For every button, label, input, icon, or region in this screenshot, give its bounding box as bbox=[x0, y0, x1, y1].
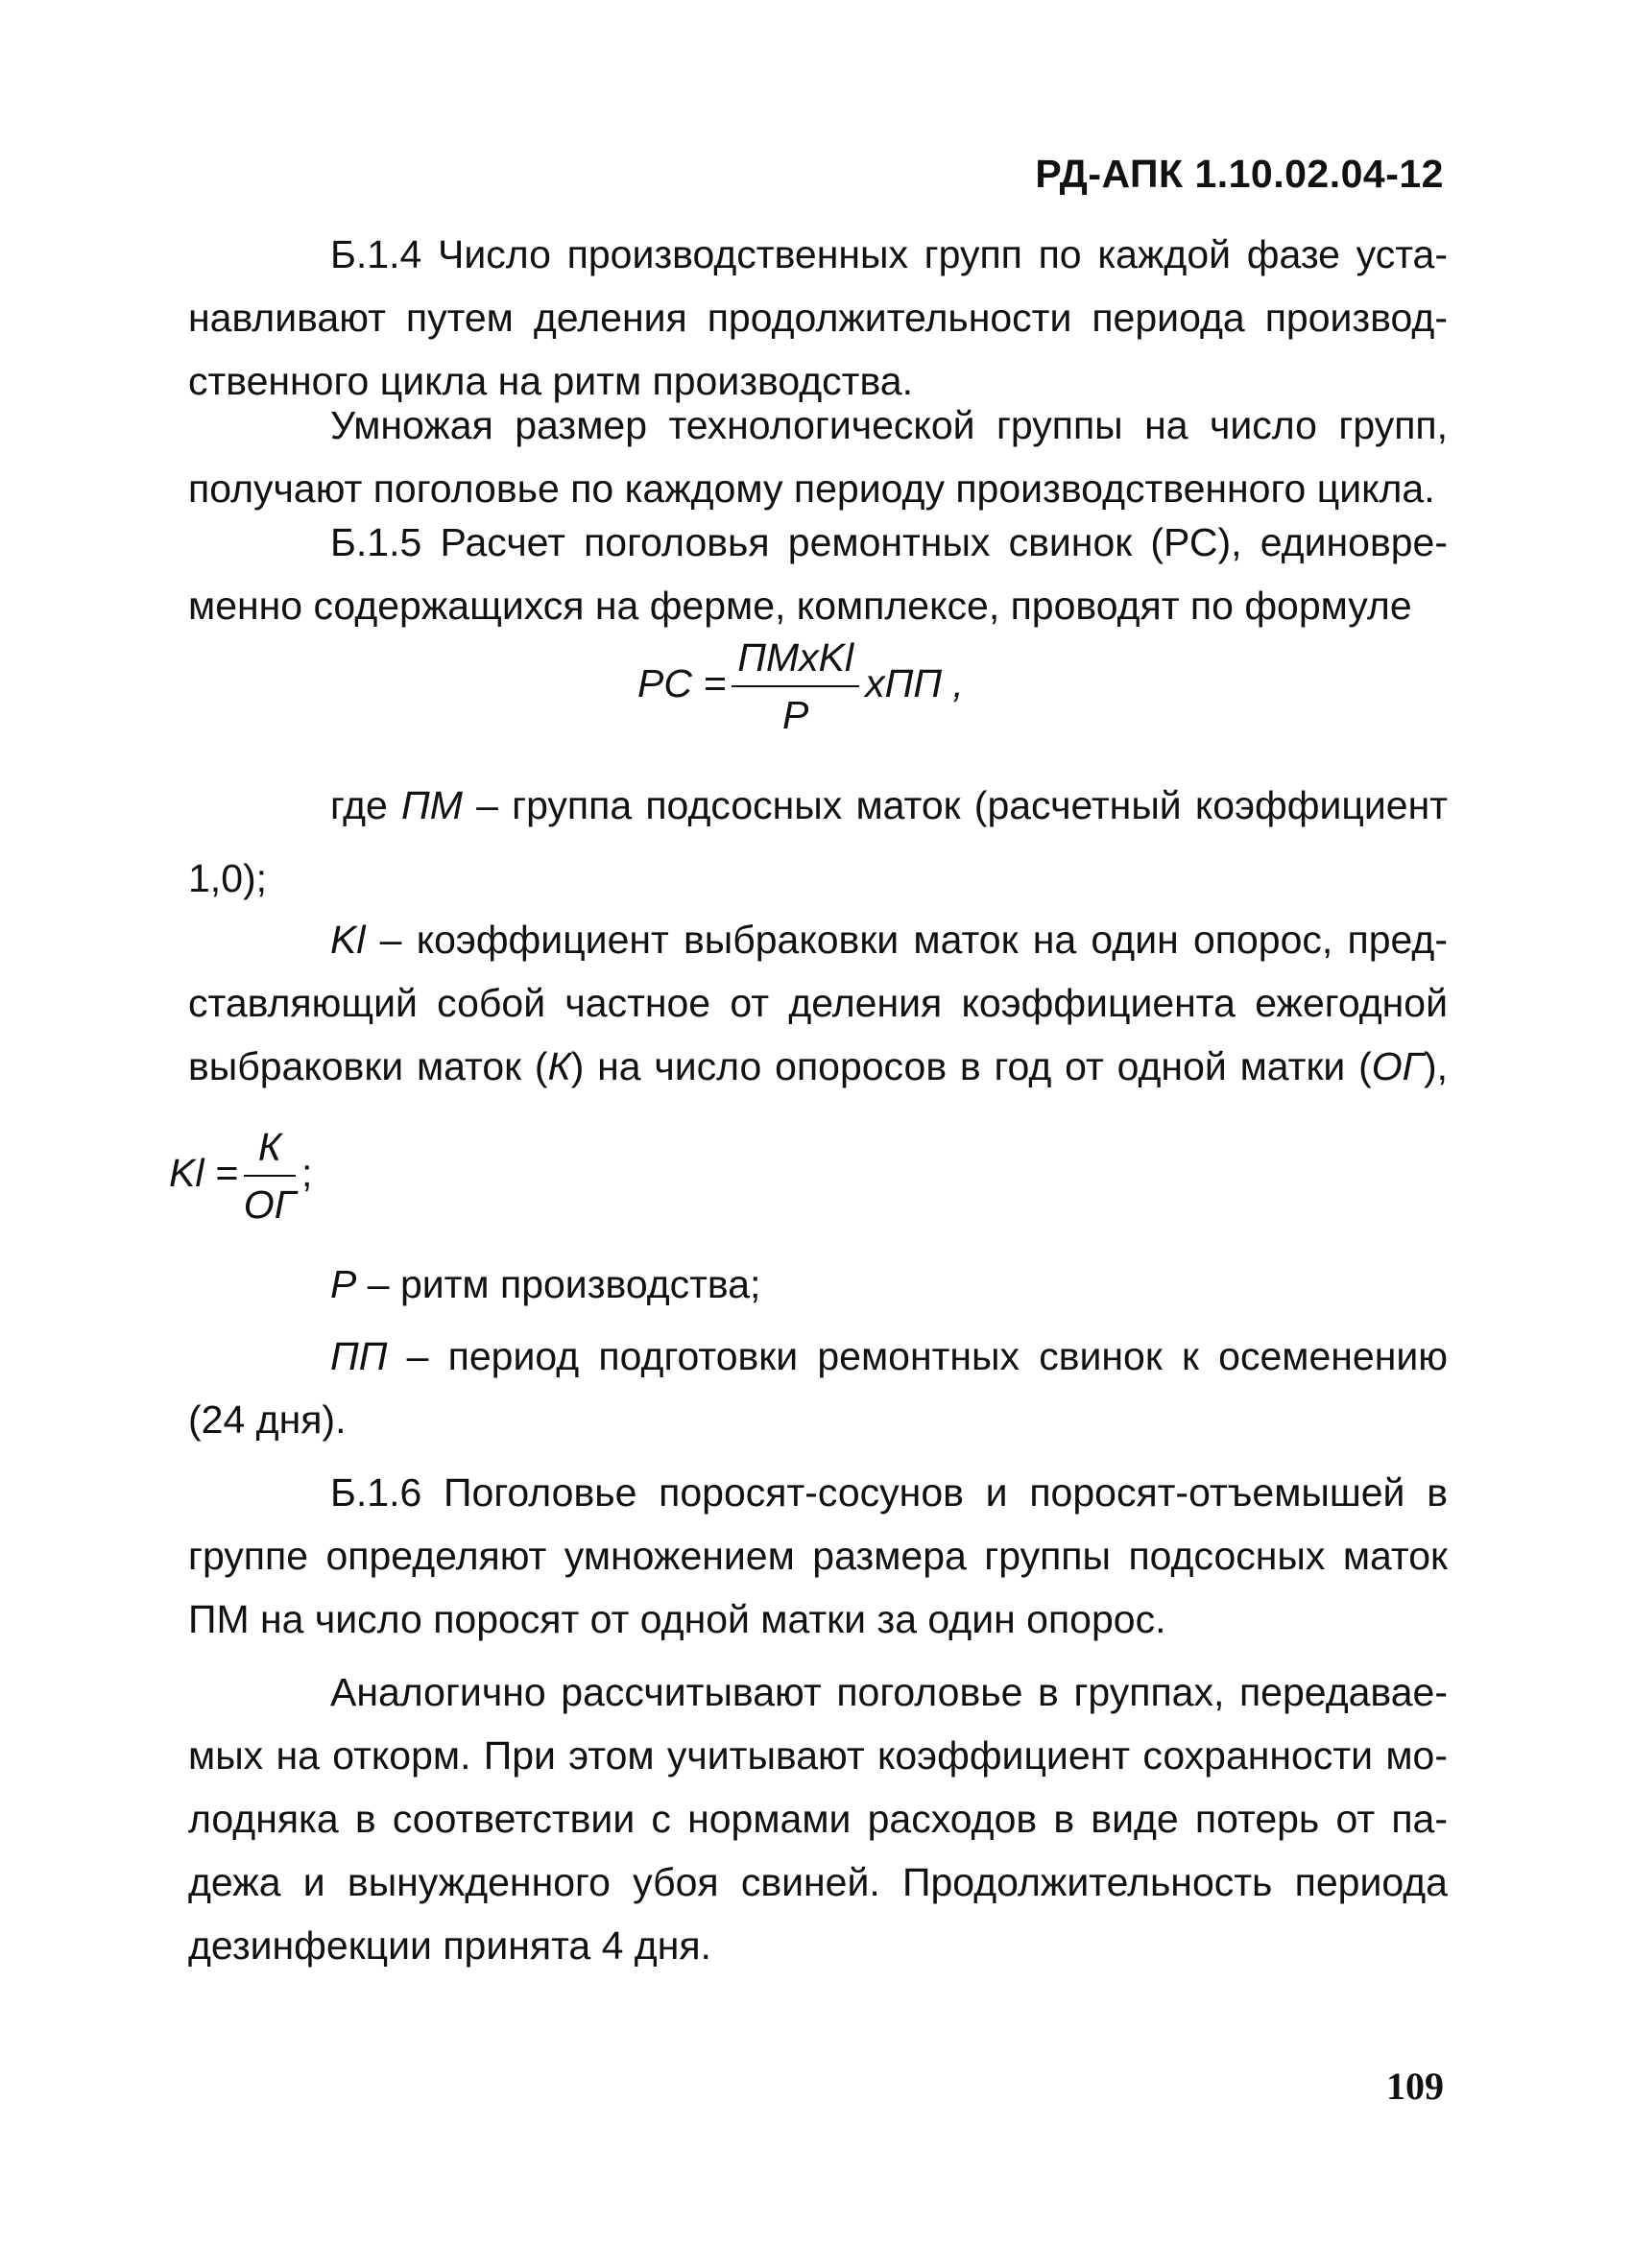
text-run: ) на число опоросов в год от одной матки ( bbox=[570, 1044, 1372, 1088]
term-k: К bbox=[547, 1044, 571, 1088]
paragraph-line: ставляющий собой частное от деления коэффициента ежегодной bbox=[188, 981, 1448, 1025]
paragraph-line bbox=[188, 1253, 1448, 1316]
paragraph-line: Б.1.5 Расчет поголовья ремонтных свинок (РС), единовре- bbox=[330, 520, 1448, 564]
formula-kl bbox=[169, 1123, 312, 1229]
definition-term: Р bbox=[330, 1262, 357, 1306]
formula-pc bbox=[637, 633, 964, 739]
formula-numerator: ПМхKl bbox=[732, 633, 859, 687]
definition-term: Kl bbox=[330, 918, 366, 962]
paragraph-line: дезинфекции принята 4 дня. bbox=[188, 1923, 711, 1968]
definition-p bbox=[188, 1253, 1448, 1316]
paragraph-line: ПМ на число поросят от одной матки за один опорос. bbox=[188, 1597, 1166, 1641]
definition-kl bbox=[188, 908, 1448, 1098]
document-code-header: РД-АПК 1.10.02.04-12 bbox=[1035, 152, 1444, 196]
paragraph-line: ственного цикла на ритм производства. bbox=[188, 359, 913, 403]
paragraph-line: (24 дня). bbox=[188, 1397, 347, 1442]
formula-rhs: ; bbox=[301, 1150, 313, 1195]
definition-text: – период подготовки ремонтных свинок к осеменению bbox=[387, 1334, 1448, 1378]
page-number: 109 bbox=[1386, 2065, 1444, 2108]
definition-text: – ритм производства; bbox=[356, 1262, 761, 1306]
paragraph-line: 1,0); bbox=[188, 856, 268, 900]
section-b-1-4 bbox=[188, 223, 1448, 413]
formula-lhs: Kl = bbox=[169, 1150, 238, 1195]
analog-paragraph bbox=[188, 1660, 1448, 1977]
definition-prefix: где bbox=[330, 783, 402, 827]
definition-term: ПМ bbox=[401, 783, 463, 827]
paragraph-line: Б.1.6 Поголовье поросят-сосунов и поросят-отъемышей в bbox=[330, 1470, 1448, 1515]
text-run: ), bbox=[1423, 1044, 1448, 1088]
paragraph-line: лодняка в соответствии с нормами расходов в виде потерь от па- bbox=[188, 1797, 1448, 1841]
section-b-1-5 bbox=[188, 511, 1448, 637]
definition-text: – группа подсосных маток (расчетный коэффициент bbox=[462, 783, 1448, 827]
text-run: выбраковки маток ( bbox=[188, 1044, 548, 1088]
formula-numerator: К bbox=[244, 1123, 296, 1177]
formula-fraction bbox=[732, 633, 859, 739]
paragraph-line: навливают путем деления продолжительности периода производ- bbox=[188, 296, 1448, 340]
paragraph-line: Б.1.4 Число производственных групп по каждой фазе уста- bbox=[330, 232, 1448, 276]
definition-term: ПП bbox=[330, 1334, 388, 1378]
formula-rhs: хПП , bbox=[865, 660, 964, 705]
paragraph-line: дежа и вынужденного убоя свиней. Продолжительность периода bbox=[188, 1860, 1448, 1904]
paragraph-line: группе определяют умножением размера группы подсосных маток bbox=[188, 1534, 1448, 1578]
paragraph-line: Умножая размер технологической группы на число групп, bbox=[330, 403, 1448, 447]
multiply-paragraph bbox=[188, 394, 1448, 520]
definition-text: – коэффициент выбраковки маток на один опорос, пред- bbox=[365, 918, 1448, 962]
paragraph-line bbox=[188, 1035, 1448, 1098]
paragraph-line: менно содержащихся на ферме, комплексе, проводят по формуле bbox=[188, 584, 1412, 628]
definition-pp bbox=[188, 1325, 1448, 1451]
formula-lhs: РС = bbox=[637, 660, 727, 705]
paragraph-line bbox=[188, 774, 1448, 837]
paragraph-line bbox=[188, 1325, 1448, 1388]
section-b-1-6 bbox=[188, 1461, 1448, 1651]
formula-denominator: ОГ bbox=[243, 1182, 296, 1227]
term-og: ОГ bbox=[1371, 1044, 1424, 1088]
formula-fraction bbox=[244, 1123, 296, 1229]
paragraph-line: получают поголовье по каждому периоду производственного цикла. bbox=[188, 466, 1435, 511]
paragraph-line: Аналогично рассчитывают поголовье в группах, передавае- bbox=[330, 1670, 1448, 1714]
formula-denominator: Р bbox=[782, 693, 809, 737]
definition-pm bbox=[188, 774, 1448, 910]
paragraph-line: мых на откорм. При этом учитывают коэффициент сохранности мо- bbox=[188, 1733, 1448, 1778]
paragraph-line bbox=[188, 908, 1448, 971]
